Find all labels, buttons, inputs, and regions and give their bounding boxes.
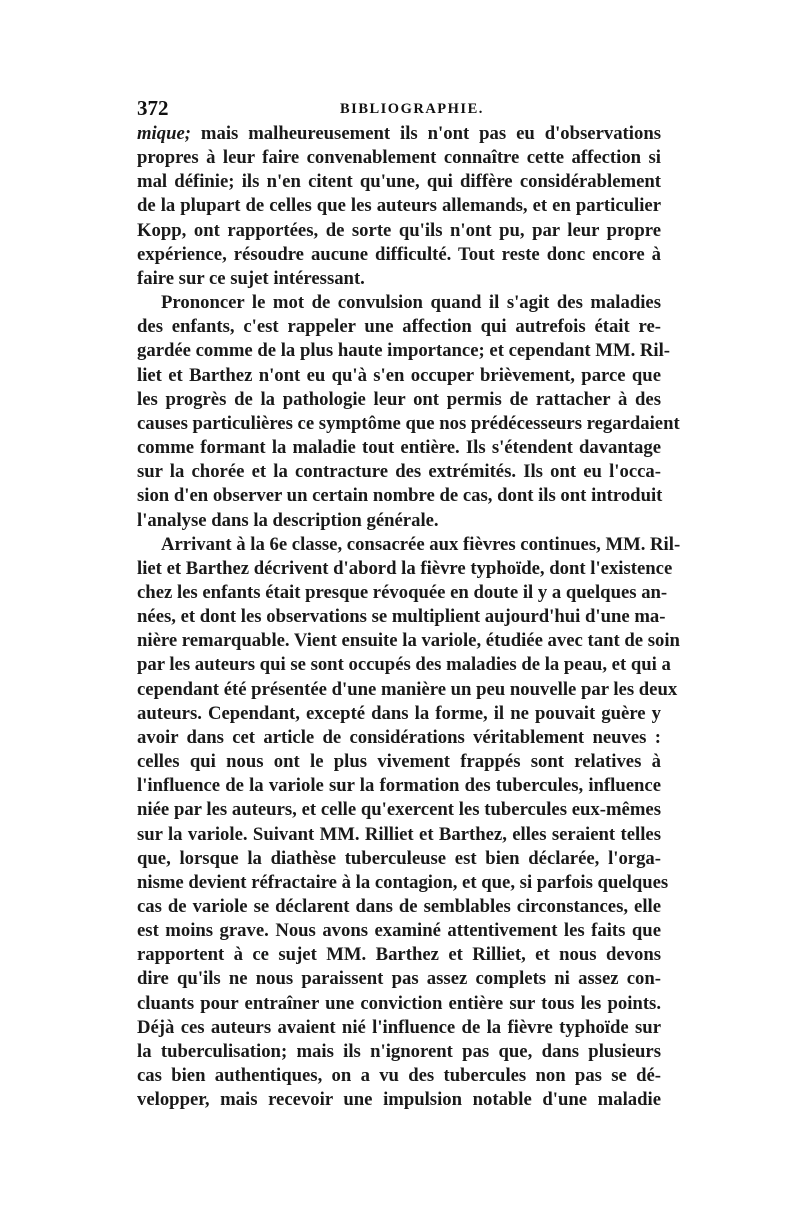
text-line: liet et Barthez décrivent d'abord la fièvre typhoïde, dont l'existence — [137, 557, 673, 579]
text-line: les progrès de la pathologie leur ont permis de rattacher à des — [137, 388, 661, 410]
text-line: cependant été présentée d'une manière un peu nouvelle par les deux — [137, 678, 678, 700]
text-line: mal définie; ils n'en citent qu'une, qui diffère considérablement — [137, 171, 661, 193]
text-line: expérience, résoudre aucune difficulté. Tout reste donc encore à — [137, 243, 661, 265]
running-head: BIBLIOGRAPHIE. — [340, 101, 484, 117]
text-line: cas bien authentiques, on a vu des tubercules non pas se dé- — [137, 1065, 661, 1087]
text-line: auteurs. Cependant, excepté dans la forme, il ne pouvait guère y — [137, 702, 661, 724]
text-line: des enfants, c'est rappeler une affection qui autrefois était re- — [137, 316, 661, 338]
text-line: Prononcer le mot de convulsion quand il s'agit des maladies — [161, 292, 661, 314]
text-line: cas de variole se déclarent dans de semblables circonstances, elle — [137, 896, 661, 917]
text-line: l'influence de la variole sur la formation des tubercules, influence — [137, 775, 661, 797]
text-line: faire sur ce sujet intéressant. — [137, 267, 365, 289]
text-line: liet et Barthez n'ont eu qu'à s'en occuper brièvement, parce que — [137, 364, 661, 386]
text-line: celles qui nous ont le plus vivement frappés sont relatives à — [137, 751, 661, 773]
text-line: nière remarquable. Vient ensuite la variole, étudiée avec tant de soin — [137, 630, 680, 652]
page-number: 372 — [137, 96, 169, 120]
text-line: rapportent à ce sujet MM. Barthez et Rilliet, et nous devons — [137, 944, 661, 966]
text-line: chez les enfants était presque révoquée en doute il y a quelques an- — [137, 581, 668, 603]
text-line: propres à leur faire convenablement connaître cette affection si — [137, 147, 661, 169]
text-line: nées, et dont les observations se multiplient aujourd'hui d'une ma- — [137, 606, 666, 628]
text-line: par les auteurs qui se sont occupés des maladies de la peau, et qui a — [137, 654, 671, 676]
text-line: gardée comme de la plus haute importance; et cependant MM. Ril- — [137, 340, 671, 362]
text-line: Déjà ces auteurs avaient nié l'influence de la fièvre typhoïde sur — [137, 1016, 661, 1038]
text-line: comme formant la maladie tout entière. Ils s'étendent davantage — [137, 437, 661, 459]
page-header — [137, 96, 661, 122]
text-line: est moins grave. Nous avons examiné attentivement les faits que — [137, 920, 661, 942]
body-text — [137, 122, 681, 1112]
italic-word: mique; — [137, 123, 191, 144]
text-line: que, lorsque la diathèse tuberculeuse est bien déclarée, l'orga- — [137, 847, 661, 869]
text-line: de la plupart de celles que les auteurs allemands, et en particulier — [137, 195, 661, 217]
text-line: mique; mais malheureusement ils n'ont pas eu d'observations — [137, 123, 661, 144]
text-line: la tuberculisation; mais ils n'ignorent pas que, dans plusieurs — [137, 1040, 661, 1062]
text-line: velopper, mais recevoir une impulsion notable d'une maladie — [137, 1089, 661, 1111]
text-line: Kopp, ont rapportées, de sorte qu'ils n'ont pu, par leur propre — [137, 219, 661, 241]
text-line: niée par les auteurs, et celle qu'exercent les tubercules eux-mêmes — [137, 799, 661, 821]
text-line: sur la chorée et la contracture des extrémités. Ils ont eu l'occa- — [137, 461, 661, 483]
text-line: sion d'en observer un certain nombre de cas, dont ils ont introduit — [137, 485, 663, 507]
text-line: causes particulières ce symptôme que nos prédécesseurs regardaient — [137, 412, 680, 434]
text-line: Arrivant à la 6e classe, consacrée aux fièvres continues, MM. Ril- — [161, 533, 681, 555]
text-line: avoir dans cet article de considérations véritablement neuves : — [137, 726, 661, 748]
text-line: cluants pour entraîner une conviction entière sur tous les points. — [137, 992, 661, 1014]
text-line: dire qu'ils ne nous paraissent pas assez complets ni assez con- — [137, 968, 661, 990]
text-line: l'analyse dans la description générale. — [137, 509, 439, 531]
text-line: nisme devient réfractaire à la contagion, et que, si parfois quelques — [137, 871, 669, 893]
text-line: sur la variole. Suivant MM. Rilliet et Barthez, elles seraient telles — [137, 823, 661, 845]
